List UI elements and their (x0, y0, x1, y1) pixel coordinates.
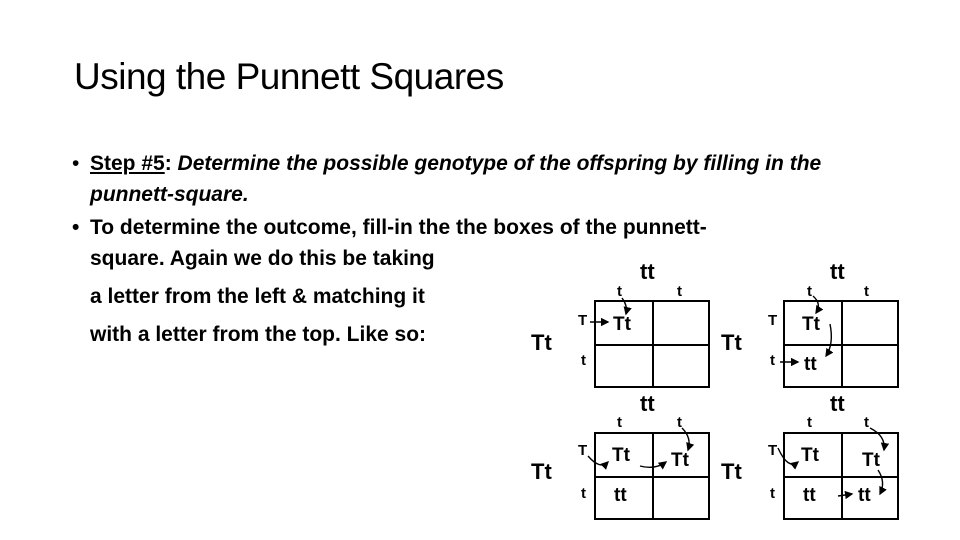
punnett-grid (594, 300, 710, 388)
top-parent: tt (640, 391, 655, 416)
left-allele-2: t (770, 352, 775, 369)
punnett-grid (783, 300, 899, 388)
left-parent: Tt (531, 330, 552, 355)
left-allele-2: t (770, 485, 775, 502)
left-parent: Tt (721, 330, 742, 355)
outcome-line-2: square. Again we do this be taking (90, 247, 435, 270)
step-description: Determine the possible genotype of the offspring by filling in the punnett-square. (90, 152, 822, 206)
top-parent: tt (830, 259, 845, 284)
top-parent: tt (640, 259, 655, 284)
cell-1: Tt (612, 445, 630, 466)
outcome-line-4: with a letter from the top. Like so: (90, 323, 427, 346)
cell-3: tt (614, 485, 627, 506)
bullet-dot: • (72, 152, 80, 175)
step-colon: : (164, 152, 172, 175)
left-parent: Tt (721, 459, 742, 484)
left-allele-2: t (581, 352, 586, 369)
left-allele-2: t (581, 485, 586, 502)
cell-1: Tt (613, 314, 631, 335)
top-allele-2: t (677, 414, 682, 431)
step-label: Step #5 (90, 152, 165, 175)
left-allele-1: T (578, 442, 588, 459)
cell-4: tt (858, 485, 871, 506)
top-allele-2: t (864, 283, 869, 300)
cell-1: Tt (801, 445, 819, 466)
bullet-outcome (72, 212, 892, 350)
cell-2: Tt (671, 450, 689, 471)
left-allele-1: T (768, 442, 778, 459)
top-allele-1: t (617, 414, 622, 431)
bullet-step-5 (72, 148, 892, 210)
cell-3: tt (804, 354, 817, 375)
cell-3: tt (803, 485, 816, 506)
top-parent: tt (830, 391, 845, 416)
slide-title: Using the Punnett Squares (74, 56, 504, 97)
cell-2: Tt (862, 450, 880, 471)
bullet-dot: • (72, 216, 80, 239)
outcome-line-3: a letter from the left & matching it (90, 285, 425, 308)
cell-1: Tt (802, 314, 820, 335)
left-allele-1: T (578, 312, 588, 329)
top-allele-1: t (807, 283, 812, 300)
top-allele-1: t (617, 283, 622, 300)
top-allele-2: t (677, 283, 682, 300)
top-allele-2: t (864, 414, 869, 431)
top-allele-1: t (807, 414, 812, 431)
outcome-line-1: To determine the outcome, fill-in the the boxes of the punnett- (90, 216, 707, 239)
left-allele-1: T (768, 312, 778, 329)
left-parent: Tt (531, 459, 552, 484)
